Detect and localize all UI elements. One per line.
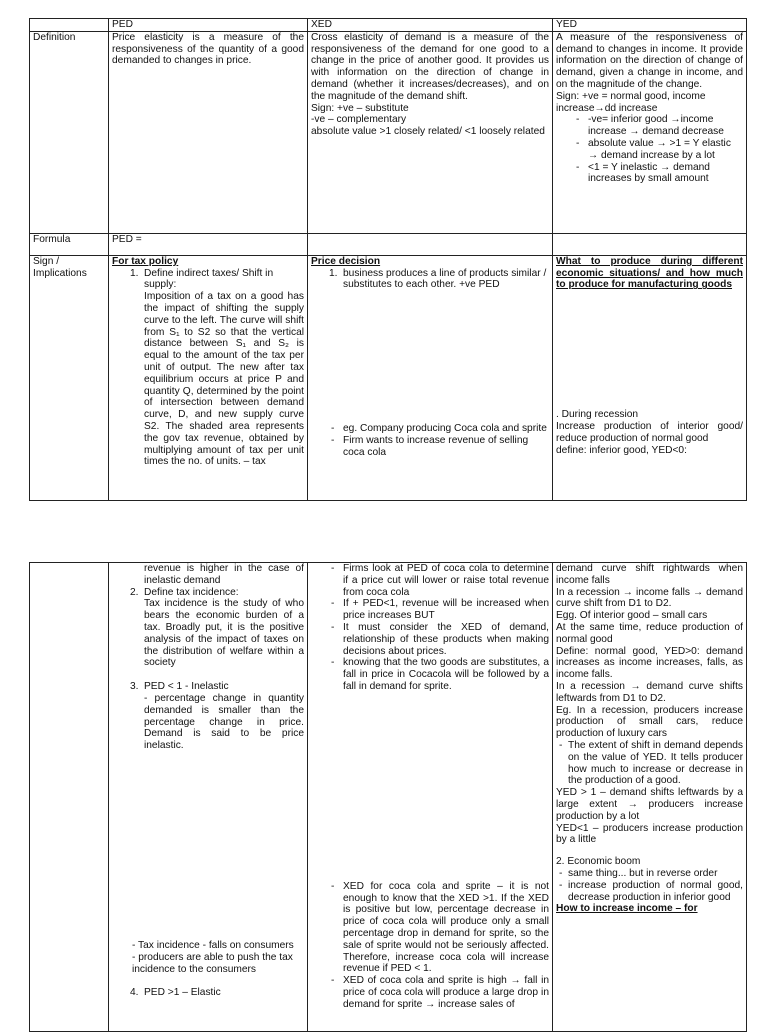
yed-line: demand curve shift rightwards when income falls bbox=[556, 563, 743, 586]
label-cell-empty bbox=[30, 563, 109, 1032]
yed-elastic: YED > 1 – demand shifts leftwards by a large extent → producers increase production by a lot bbox=[556, 787, 743, 822]
yed-implications bbox=[553, 255, 747, 500]
yed-line: Define: normal good, YED>0: demand increases as income increases, falls, as income falls. bbox=[556, 645, 743, 681]
yed-boom-title: 2. Economic boom bbox=[556, 856, 641, 868]
xed-absolute-value: absolute value >1 closely related/ <1 loosely related bbox=[311, 126, 545, 138]
ped-item-1-title: 1. Define indirect taxes/ Shift in supply: bbox=[112, 268, 304, 292]
ped-item-3-text: - percentage change in quantity demanded is smaller than the percentage change in price. Demand is said to be price inelastic. bbox=[144, 692, 304, 752]
ped-continued bbox=[109, 563, 308, 1032]
ped-item-4-title: 4. PED >1 – Elastic bbox=[112, 987, 304, 999]
xed-bullet: - knowing that the two goods are substitutes, a fall in price in Cocacola will be followed by a fall in demand for sprite. bbox=[311, 657, 549, 692]
formula-label: Formula bbox=[30, 233, 109, 255]
yed-line: In a recession → demand curve shifts leftwards from D1 to D2. bbox=[556, 680, 743, 704]
yed-definition-text: A measure of the responsiveness of demand to changes in income. It provide information on the direction of change of demand, given a change in income, and on the magnitude of the change. bbox=[556, 31, 743, 90]
definition-row bbox=[30, 31, 747, 233]
yed-list-item: - -ve= inferior good →income increase → demand decrease bbox=[556, 114, 743, 138]
header-row bbox=[30, 19, 747, 32]
ped-tax-incidence-push: - producers are able to push the tax incidence to the consumers bbox=[132, 951, 293, 975]
xed-bullet: - eg. Company producing Coca cola and sprite bbox=[311, 423, 549, 435]
ped-implications bbox=[109, 255, 308, 500]
spacer bbox=[556, 291, 743, 409]
spacer bbox=[311, 693, 549, 881]
xed-definition bbox=[308, 31, 553, 233]
header-cell-ped: PED bbox=[109, 19, 308, 32]
ped-item-2-text: Tax incidence is the study of who bears the economic burden of a tax. Broadly put, it is the positive analysis of the impact of taxes on the distribution of welfare within a society bbox=[144, 598, 304, 669]
definition-label: Definition bbox=[30, 31, 109, 233]
spacer bbox=[556, 846, 743, 856]
ped-tax-incidence: - Tax incidence - falls on consumers bbox=[132, 939, 294, 951]
xed-bullet: - XED for coca cola and sprite – it is not enough to know that the XED >1. If the XED is positive but low, percentage decrease in price of coca cola will produce only a small percentage drop in demand for sprite, so the sale of sprite would not be seriously affected. Therefore, increase coca cola will increase revenue if PED < 1. bbox=[311, 881, 549, 975]
xed-bullet: - Firms look at PED of coca cola to determine if a price cut will lower or raise total revenue from coca cola bbox=[311, 563, 549, 598]
xed-formula bbox=[308, 233, 553, 255]
yed-extent: - The extent of shift in demand depends on the value of YED. It tells producer how much to increase or decrease in the production of a good. bbox=[556, 740, 743, 787]
spacer bbox=[112, 669, 304, 681]
yed-sign-positive: Sign: +ve = normal good, income increase→dd increase bbox=[556, 90, 706, 114]
xed-sign-negative: -ve – complementary bbox=[311, 114, 407, 126]
yed-line: Eg. In a recession, producers increase production of small cars, reduce production of luxury cars bbox=[556, 704, 743, 740]
yed-heading: What to produce during different economic situations/ and how much to produce for manufacturing goods bbox=[556, 255, 743, 291]
yed-boom-bullet: - increase production of normal good, decrease production in inferior good bbox=[556, 880, 743, 904]
yed-continued bbox=[553, 563, 747, 1032]
xed-sign-positive: Sign: +ve – substitute bbox=[311, 102, 409, 114]
ped-item-1-text: Imposition of a tax on a good has the impact of shifting the supply curve to the left. The curve will shift from S₁ to S2 so that the vertical distance between S₁ and S₂ is equal to the amount of the tax per unit of output. The new after tax equilibrium occurs at price P and quantity Q, determined by the point of intersection between demand curve, D, and new supply curve S2. The shaded area represents the gov tax revenue, obtained by multiplying amount of tax per unit times the no. of units. – tax bbox=[144, 291, 304, 468]
ped-tax-revenue-cont: revenue is higher in the case of inelastic demand bbox=[144, 563, 304, 586]
xed-bullet: - If + PED<1, revenue will be increased when price increases BUT bbox=[311, 598, 549, 622]
yed-line: At the same time, reduce production of normal good bbox=[556, 621, 743, 645]
xed-item-1: 1. business produces a line of products similar / substitutes to each other. +ve PED bbox=[311, 268, 549, 292]
yed-list-item: - <1 = Y inelastic → demand increases by small amount bbox=[556, 162, 743, 186]
spacer bbox=[311, 291, 549, 423]
xed-continued bbox=[308, 563, 553, 1032]
elasticity-table-page-2 bbox=[29, 562, 747, 1032]
ped-item-3-title: 3. PED < 1 - Inelastic bbox=[112, 681, 304, 693]
implications-label: Sign / Implications bbox=[30, 255, 109, 500]
yed-list-item: - absolute value → >1 = Y elastic → demand increase by a lot bbox=[556, 138, 743, 162]
xed-bullet: - Firm wants to increase revenue of selling coca cola bbox=[311, 435, 549, 459]
continuation-row bbox=[30, 563, 747, 1032]
yed-inferior-define: define: inferior good, YED<0: bbox=[556, 444, 687, 456]
yed-definition bbox=[553, 31, 747, 233]
ped-item-2-title: 2. Define tax incidence: bbox=[112, 587, 304, 599]
ped-formula: PED = bbox=[109, 233, 308, 255]
yed-inelastic: YED<1 – producers increase production by a little bbox=[556, 822, 743, 846]
xed-heading: Price decision bbox=[311, 255, 381, 267]
header-cell-empty bbox=[30, 19, 109, 32]
ped-heading: For tax policy bbox=[112, 255, 179, 267]
elasticity-table-page-1 bbox=[29, 18, 747, 501]
spacer bbox=[112, 975, 304, 987]
xed-bullet: - It must consider the XED of demand, relationship of these products when making decisions about prices. bbox=[311, 622, 549, 657]
yed-boom-bullet: - same thing... but in reverse order bbox=[556, 868, 743, 880]
formula-row bbox=[30, 233, 747, 255]
header-cell-xed: XED bbox=[308, 19, 553, 32]
yed-recession-text: Increase production of interior good/ reduce production of normal good bbox=[556, 420, 743, 444]
yed-income-heading: How to increase income – for bbox=[556, 903, 698, 915]
header-cell-yed: YED bbox=[553, 19, 747, 32]
xed-bullet: - XED of coca cola and sprite is high → fall in price of coca cola will produce a large drop in demand for sprite → increase sales of bbox=[311, 975, 549, 1010]
spacer bbox=[112, 752, 304, 940]
implications-row bbox=[30, 255, 747, 500]
xed-implications bbox=[308, 255, 553, 500]
yed-formula bbox=[553, 233, 747, 255]
yed-recession-title: . During recession bbox=[556, 409, 639, 421]
yed-line: In a recession → income falls → demand curve shift from D1 to D2. bbox=[556, 586, 743, 610]
xed-definition-text: Cross elasticity of demand is a measure of the responsiveness of the demand for one good to a change in the price of another good. It provides us with information on the direction of change in demand (whether it increases/decreases), and on the magnitude of the demand shift. bbox=[311, 31, 549, 102]
yed-line: Egg. Of interior good – small cars bbox=[556, 610, 708, 622]
ped-definition: Price elasticity is a measure of the responsiveness of the quantity of a good demanded to changes in price. bbox=[109, 31, 308, 233]
